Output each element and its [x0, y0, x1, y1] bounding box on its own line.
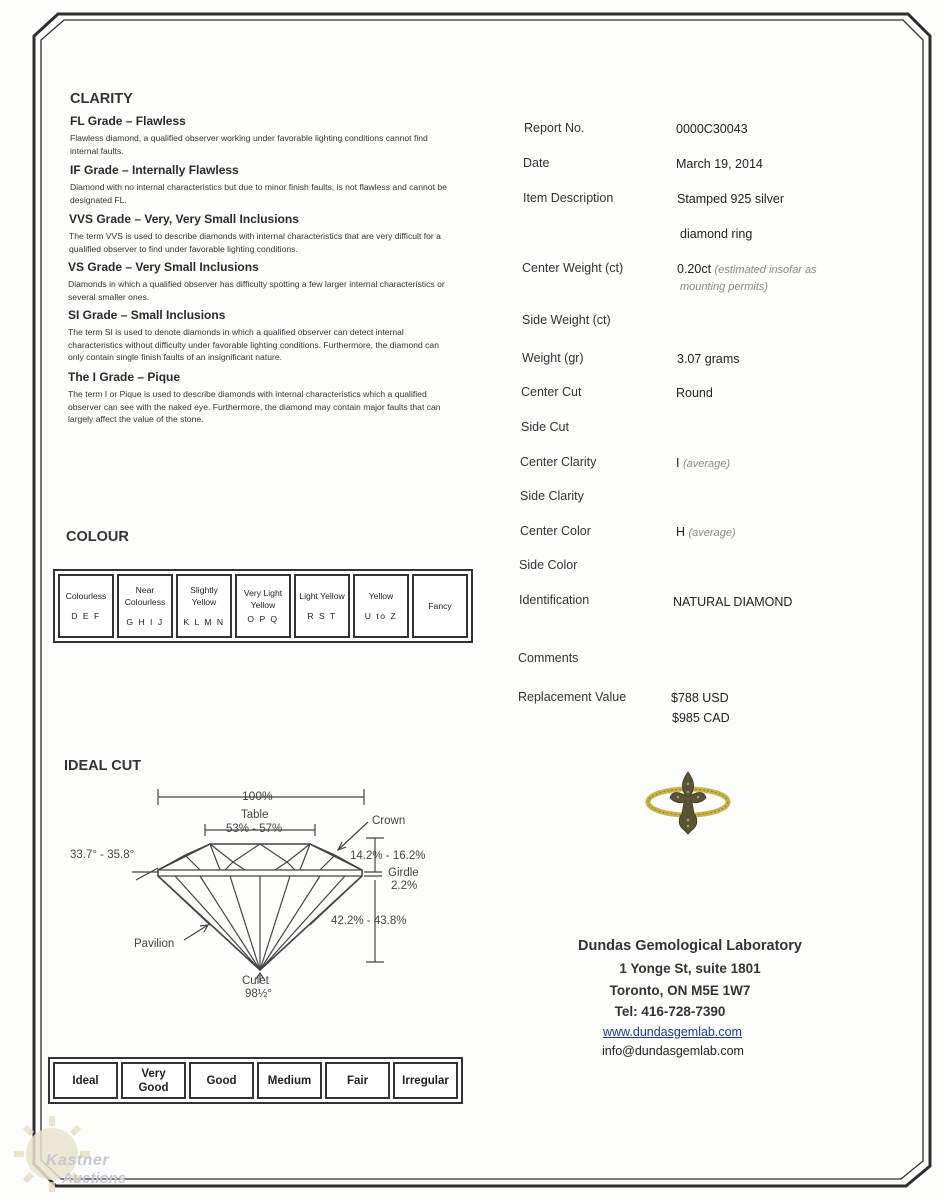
- center-clarity-value: [676, 456, 730, 470]
- colour-cell-yellow: [353, 574, 409, 638]
- colour-name: Light Yellow: [299, 591, 345, 601]
- colour-cell-near-colourless: [117, 574, 173, 638]
- grade-desc: The term VVS is used to describe diamonds with internal characteristics that are very difficult for a qualified observer to find under favorable lighting conditions.: [69, 231, 441, 254]
- clarity-grade-si: [68, 308, 448, 364]
- center-color-note: (average): [688, 527, 736, 539]
- clarity-grade-fl: [70, 114, 450, 157]
- comments-label: Comments: [518, 651, 579, 665]
- clarity-grade-if: [70, 163, 450, 206]
- replacement-value-cad: $985 CAD: [672, 711, 730, 725]
- colour-cell-fancy: [412, 574, 468, 638]
- table-range-label: 53% - 57%: [226, 823, 283, 835]
- grade-title: VS Grade – Very Small Inclusions: [68, 260, 259, 274]
- cut-grade-very-good: Very Good: [121, 1062, 186, 1099]
- cut-grade-irregular: Irregular: [393, 1062, 458, 1099]
- side-clarity-label: Side Clarity: [520, 489, 584, 503]
- ideal-cut-heading: IDEAL CUT: [64, 758, 142, 774]
- center-cut-value: Round: [676, 386, 713, 400]
- identification-label: Identification: [519, 593, 590, 607]
- lab-telephone: Tel: 416-728-7390: [614, 1004, 726, 1019]
- cut-grade-table: [48, 1057, 463, 1104]
- side-color-label: Side Color: [519, 558, 578, 572]
- colour-heading: COLOUR: [66, 529, 129, 545]
- center-weight-label: Center Weight (ct): [522, 261, 624, 275]
- pavilion-depth-label: 42.2% - 43.8%: [331, 915, 407, 927]
- clarity-grade-vvs: [69, 212, 449, 255]
- watermark-line-2: Auctions: [62, 1170, 127, 1187]
- colour-name: Very Light Yellow: [243, 588, 283, 610]
- colour-code: O P Q: [247, 614, 279, 624]
- grade-desc: Diamond with no internal characteristics but due to minor finish faults, is not flawless and cannot be designated FL.: [70, 182, 447, 205]
- colour-cell-very-light-yellow: [235, 574, 291, 638]
- date-value: March 19, 2014: [676, 157, 763, 171]
- center-clarity-label: Center Clarity: [520, 455, 597, 469]
- crown-height-label: 14.2% - 16.2%: [350, 850, 426, 862]
- clarity-grade-vs: [68, 260, 448, 303]
- colour-code: G H I J: [126, 617, 164, 627]
- center-weight-note-2: mounting permits): [680, 281, 769, 293]
- center-weight-amount: 0.20ct: [677, 262, 712, 276]
- lab-website-link[interactable]: www.dundasgemlab.com: [603, 1025, 742, 1039]
- grade-title: IF Grade – Internally Flawless: [70, 163, 239, 177]
- replacement-value-usd: $788 USD: [671, 691, 729, 705]
- report-no-label: Report No.: [524, 121, 585, 135]
- center-weight-note: (estimated insofar as: [714, 264, 817, 276]
- colour-name: Yellow: [368, 591, 394, 601]
- colour-code: R S T: [307, 611, 337, 621]
- colour-scale-table: [53, 569, 473, 643]
- colour-name: Fancy: [428, 601, 452, 611]
- culet-label: Culet: [242, 975, 269, 987]
- colour-code: K L M N: [183, 617, 225, 627]
- item-description-value: Stamped 925 silver: [677, 192, 785, 206]
- colour-code: D E F: [71, 611, 101, 621]
- grade-title: SI Grade – Small Inclusions: [68, 308, 226, 322]
- weight-gr-label: Weight (gr): [522, 351, 584, 365]
- center-clarity-grade: I: [676, 456, 680, 470]
- culet-value: 98½°: [245, 988, 272, 1000]
- center-color-grade: H: [676, 525, 686, 539]
- lab-address-line-2: Toronto, ON M5E 1W7: [609, 983, 751, 998]
- date-label: Date: [523, 156, 550, 170]
- grade-title: The I Grade – Pique: [68, 370, 181, 384]
- crown-angle-label: 33.7° - 35.8°: [70, 849, 135, 861]
- side-cut-label: Side Cut: [521, 420, 569, 434]
- crown-label: Crown: [372, 815, 406, 827]
- grade-title: VVS Grade – Very, Very Small Inclusions: [69, 212, 299, 226]
- item-description-label: Item Description: [523, 191, 614, 205]
- grade-desc: Flawless diamond, a qualified observer working under favorable lighting conditions cannot find internal faults.: [70, 133, 428, 156]
- center-color-value: [676, 525, 736, 539]
- colour-cell-light-yellow: [294, 574, 350, 638]
- colour-cell-slightly-yellow: [176, 574, 232, 638]
- lab-email: info@dundasgemlab.com: [602, 1044, 744, 1058]
- lab-name: Dundas Gemological Laboratory: [578, 938, 802, 954]
- clarity-heading: CLARITY: [70, 91, 133, 107]
- cut-grade-medium: Medium: [257, 1062, 322, 1099]
- cut-grade-ideal: Ideal: [53, 1062, 118, 1099]
- grade-desc: The term I or Pique is used to describe diamonds with internal characteristics which a qualified observer can see with the naked eye. Furthermore, the diamond may contain major faults that can largely affect the value of the stone.: [68, 389, 441, 424]
- side-weight-label: Side Weight (ct): [522, 313, 611, 327]
- colour-name: Near Colourless: [124, 585, 166, 607]
- center-cut-label: Center Cut: [521, 385, 582, 399]
- colour-cell-colourless: [58, 574, 114, 638]
- girdle-value: 2.2%: [391, 880, 418, 892]
- total-width-label: 100%: [242, 789, 273, 803]
- watermark-line-1: Kastner: [46, 1152, 110, 1169]
- colour-name: Slightly Yellow: [190, 585, 218, 607]
- center-clarity-note: (average): [682, 458, 731, 470]
- item-description-value-2: diamond ring: [680, 227, 753, 241]
- ring-photo: [640, 768, 735, 840]
- grade-desc: The term SI is used to denote diamonds in which a qualified observer can detect internal characteristics without difficulty under favorable lighting conditions. Furthermore, the diamond can only contain single finish faults of an insignificant nature.: [68, 327, 439, 362]
- cut-grade-good: Good: [189, 1062, 254, 1099]
- center-weight-value: [677, 262, 817, 276]
- lab-address-line-1: 1 Yonge St, suite 1801: [619, 961, 761, 976]
- center-color-label: Center Color: [520, 524, 591, 538]
- colour-name: Colourless: [65, 591, 107, 601]
- colour-code: U to Z: [364, 611, 398, 621]
- girdle-label: Girdle: [388, 867, 419, 879]
- replacement-value-label: Replacement Value: [518, 690, 627, 704]
- grade-title: FL Grade – Flawless: [70, 114, 186, 128]
- cut-grade-fair: Fair: [325, 1062, 390, 1099]
- table-label: Table: [241, 809, 269, 821]
- identification-value: NATURAL DIAMOND: [673, 595, 793, 609]
- pavilion-label: Pavilion: [134, 938, 175, 950]
- grade-desc: Diamonds in which a qualified observer has difficulty spotting a few larger internal characteristics or several smaller ones.: [68, 279, 445, 302]
- weight-gr-value: 3.07 grams: [677, 352, 740, 366]
- clarity-grade-i: [68, 370, 448, 426]
- report-no-value: 0000C30043: [676, 122, 748, 136]
